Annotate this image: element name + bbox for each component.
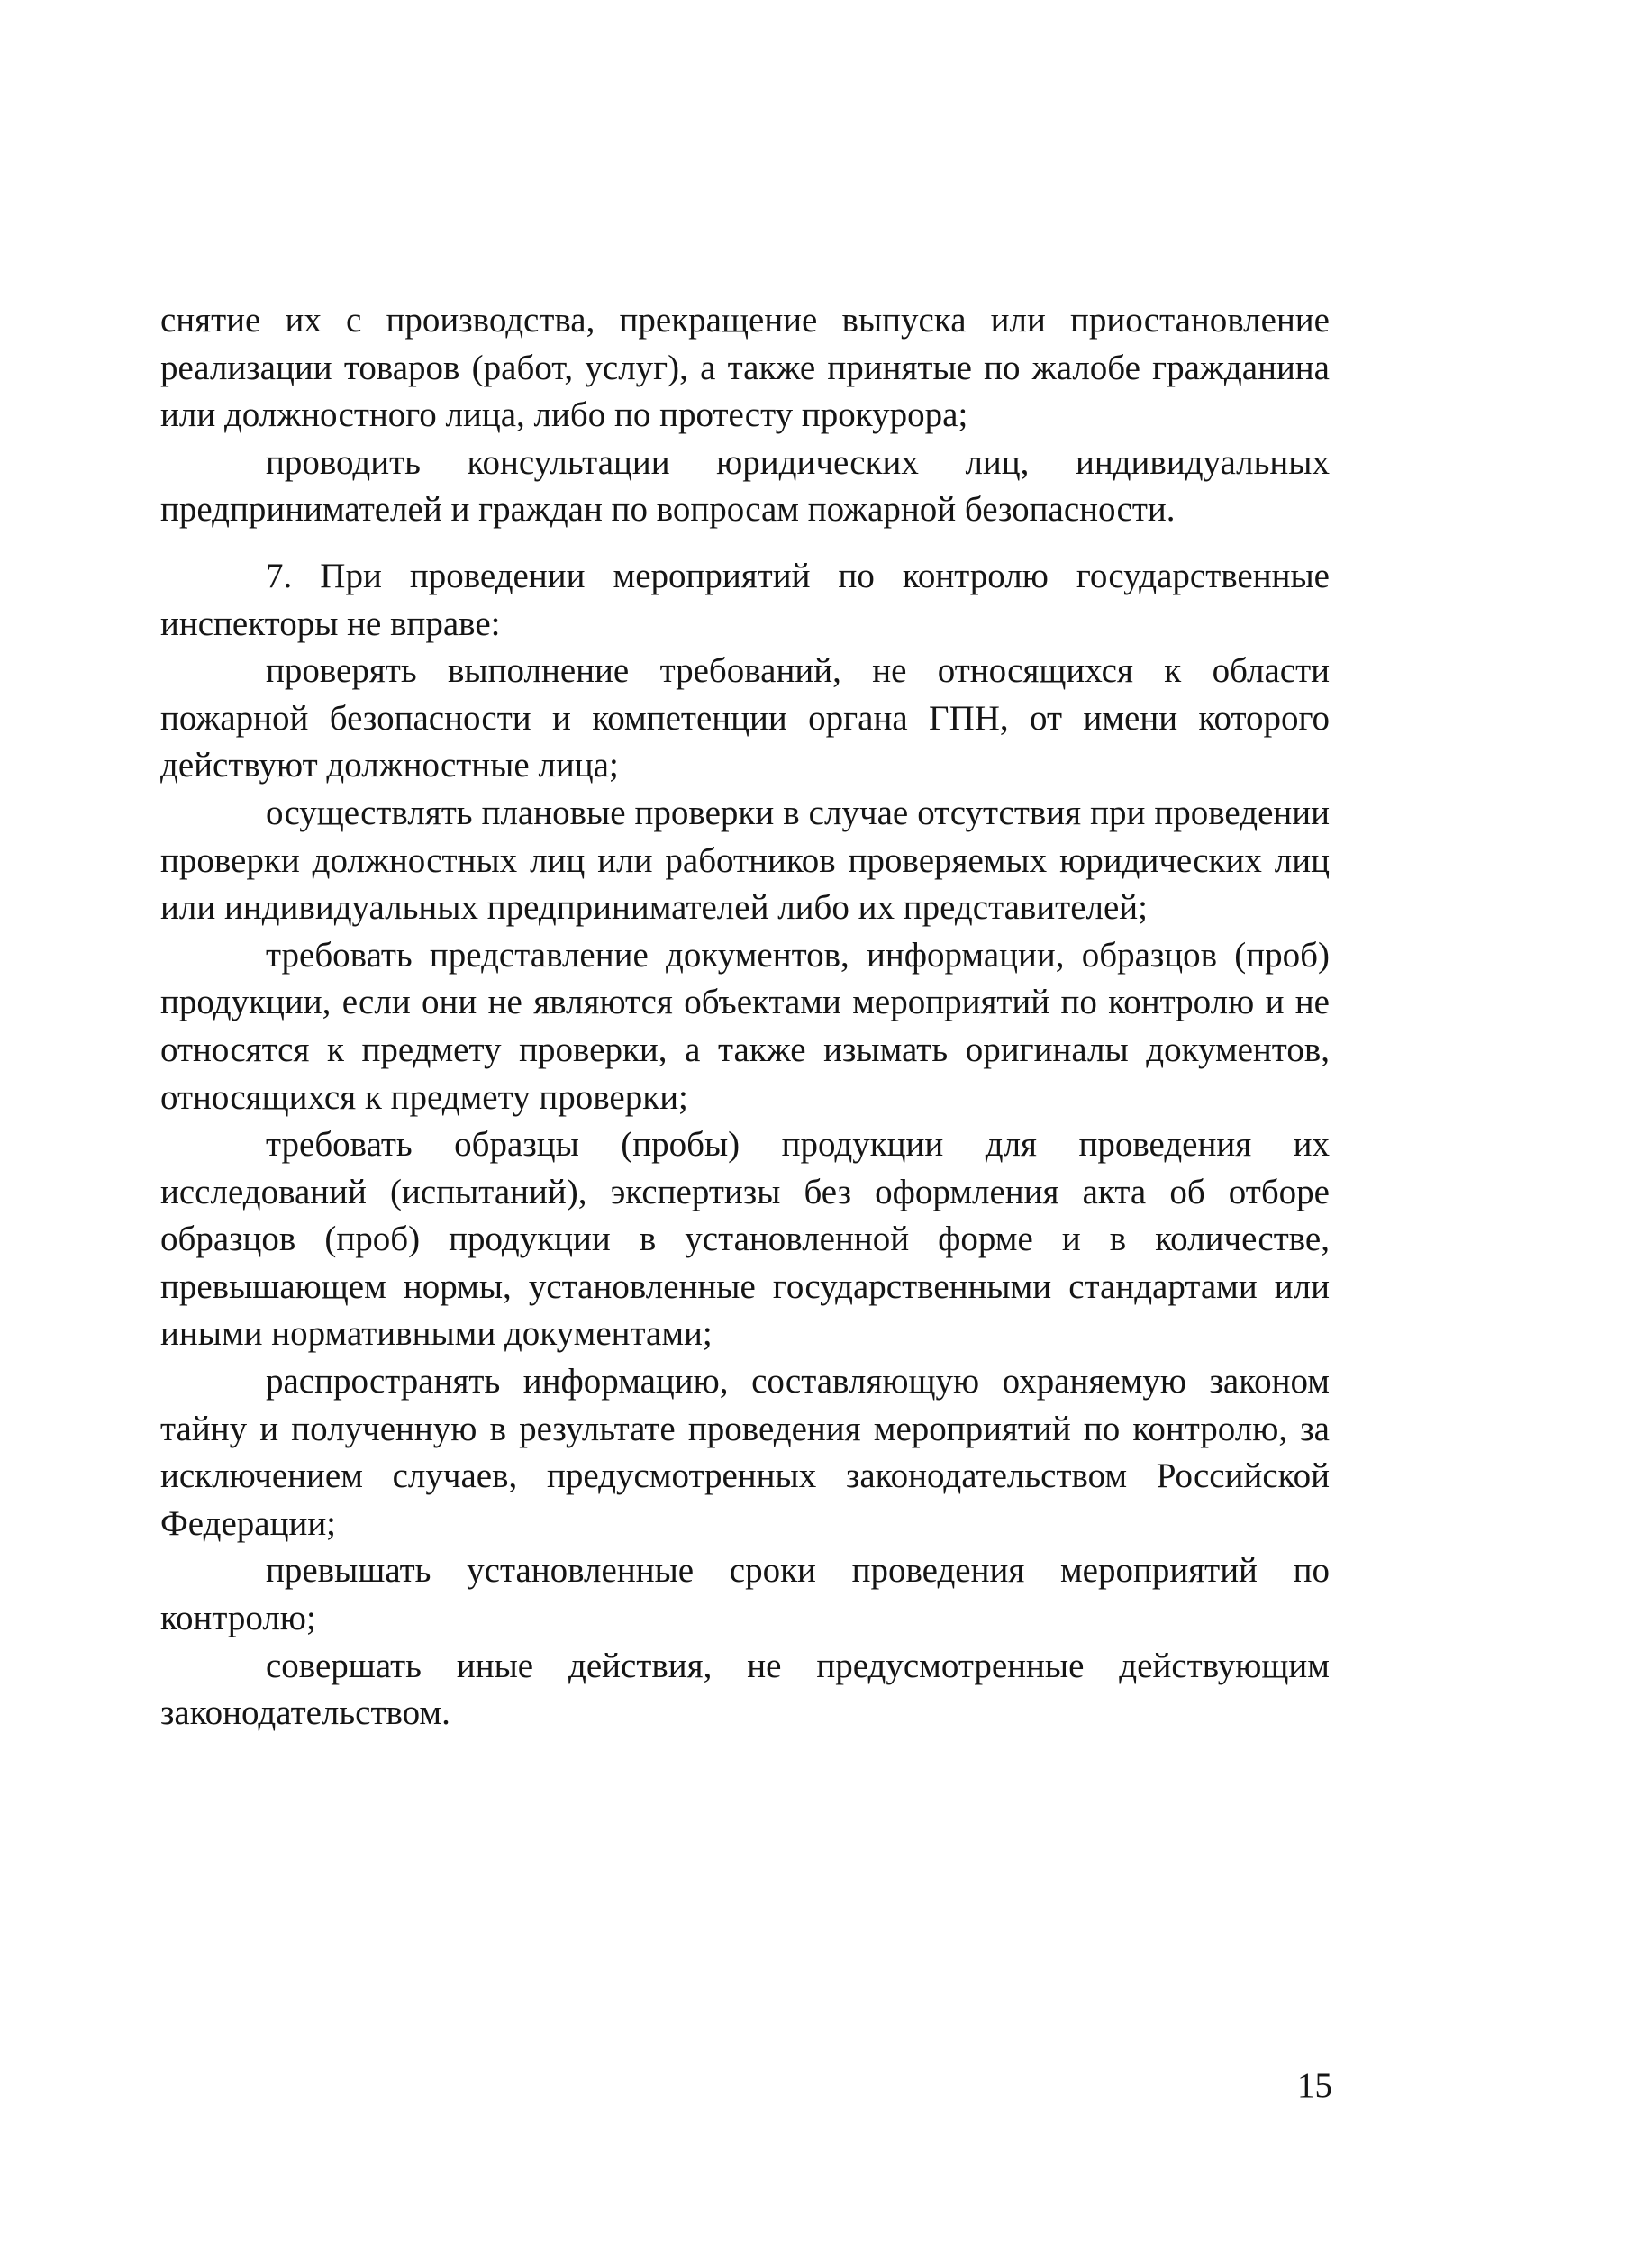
paragraph-8: распространять информацию, составляющую охраняемую законом тайну и полученную в результате проведения мероприятий по контролю, за исключением случаев, предусмотренных законодательством Российской Федерации; <box>160 1362 1330 1543</box>
paragraph-10: совершать иные действия, не предусмотренные действующим законодательством. <box>160 1646 1330 1733</box>
page-number: 15 <box>1297 2066 1332 2105</box>
body-text <box>160 297 1330 1737</box>
paragraph-2: проводить консультации юридических лиц, индивидуальных предпринимателей и граждан по вопросам пожарной безопасности. <box>160 442 1330 530</box>
paragraph-5: осуществлять плановые проверки в случае отсутствия при проведении проверки должностных лиц или работников проверяемых юридических лиц или индивидуальных предпринимателей либо их представителей; <box>160 793 1330 928</box>
paragraph-3: 7. При проведении мероприятий по контролю государственные инспекторы не вправе: <box>160 556 1330 643</box>
paragraph-7: требовать образцы (пробы) продукции для проведения их исследований (испытаний), экспертизы без оформления акта об отборе образцов (проб) продукции в установленной форме и в количестве, превышающем нормы, установленные государственными стандартами или иными нормативными документами; <box>160 1125 1330 1354</box>
paragraph-6: требовать представление документов, информации, образцов (проб) продукции, если они не являются объектами мероприятий по контролю и не относятся к предмету проверки, а также изымать оригиналы документов, относящихся к предмету проверки; <box>160 935 1330 1117</box>
paragraph-9: превышать установленные сроки проведения мероприятий по контролю; <box>160 1551 1330 1638</box>
paragraph-4: проверять выполнение требований, не относящихся к области пожарной безопасности и компетенции органа ГПН, от имени которого действуют должностные лица; <box>160 651 1330 785</box>
paragraph-1: снятие их с производства, прекращение выпуска или приостановление реализации товаров (работ, услуг), а также принятые по жалобе гражданина или должностного лица, либо по протесту прокурора; <box>160 301 1330 435</box>
